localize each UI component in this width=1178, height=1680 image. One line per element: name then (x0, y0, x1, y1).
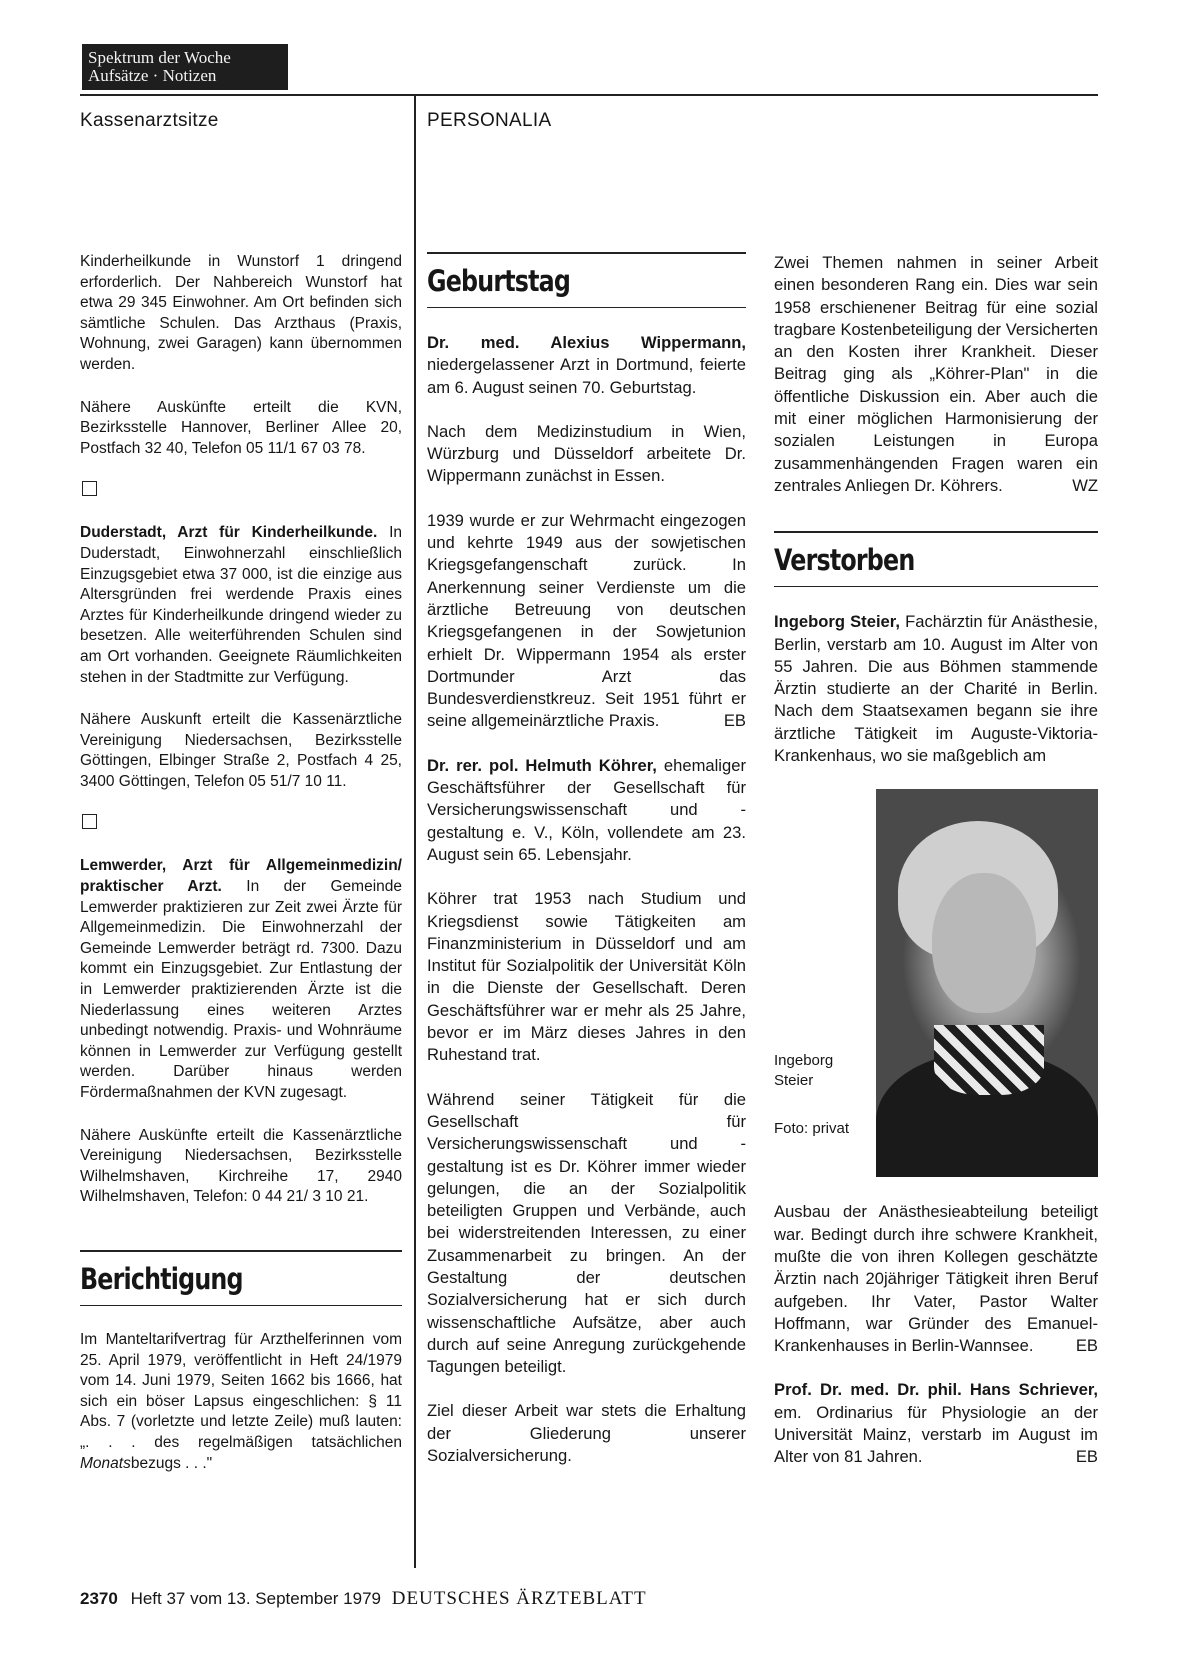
paragraph: Nähere Auskunft erteilt die Kassenärztliche Vereinigung Niedersachsen, Bezirksstelle Göttingen, Elbinger Straße 2, Postfach 4 25, 3400 Göttingen, Telefon 05 51/7 10 11. (80, 711, 402, 790)
paragraph (774, 611, 1098, 767)
column-divider (414, 94, 416, 1568)
heading-berichtigung: Berichtigung (80, 1261, 243, 1296)
badge-line-1: Spektrum der Woche (88, 48, 231, 67)
text-part: bezugs . . ." (130, 1454, 213, 1472)
ad-lead: Lemwerder, Arzt für Allgemeinmedizin/ praktischer Arzt. (80, 857, 402, 896)
heading-geburtstag: Geburtstag (427, 264, 571, 298)
text-part: ehemaliger Geschäftsführer der Gesellschaft für Versicherungswissenschaft und -gestaltung e. V., Köln, vollendete am 23. August sein 65. Lebensjahr. (427, 755, 746, 864)
publication-name: DEUTSCHES ÄRZTEBLATT (391, 1588, 647, 1609)
ad-text: In Duderstadt, Einwohnerzahl einschließlich Einzugsgebiet etwa 37 000, ist die einzige aus Altersgründen frei werdende Praxis eines Arztes für Kinderheilkunde dringend wieder zu besetzen. Alle weiterführenden Schulen sind am Ort vorhanden. Geeignete Räumlichkeiten stehen in der Stadtmitte zur Verfügung. (80, 524, 402, 686)
paragraph (774, 1201, 1098, 1357)
author-signature: EB (1075, 1447, 1098, 1467)
text-part: 1939 wurde er zur Wehrmacht eingezogen und kehrte 1949 aus der sowjetischen Kriegsgefangenschaft zurück. In Anerkennung seiner Verdienste um die ärztliche Betreuung von deutschen Kriegsgefangenen in der Sowjetunion erhielt Dr. Wippermann 1954 als erster Dortmunder Arzt das Bundesverdienstkreuz. Seit 1951 führt er seine allgemeinärztliche Praxis. (427, 510, 746, 731)
text-part: Ausbau der Anästhesieabteilung beteiligt war. Bedingt durch ihre schwere Krankheit, mußte die von ihren Kollegen geschätzte Ärztin nach 20jähriger Tätigkeit ihren Beruf aufgeben. Ihr Vater, Pastor Walter Hoffmann, war Gründer des Emanuel-Krankenhauses in Berlin-Wannsee. (774, 1202, 1098, 1356)
paragraph (774, 1379, 1098, 1468)
badge-line-2: Aufsätze · Notizen (88, 66, 217, 85)
paragraph (427, 332, 746, 399)
heading-underline (774, 586, 1098, 587)
column-kassenarztsitze (80, 252, 402, 1496)
text-part: Fachärztin für Anästhesie, Berlin, verstarb am 10. August im Alter von 55 Jahren. Die aus Böhmen stammende Ärztin studierte an der Charité in Berlin. Nach dem Staatsexamen begann sie ihre ärztliche Tätigkeit im Auguste-Viktoria-Krankenhaus, wo sie maßgeblich am (774, 612, 1098, 766)
paragraph: Kinderheilkunde in Wunstorf 1 dringend erforderlich. Der Nahbereich Wunstorf hat etwa 29 345 Einwohner. Am Ort befinden sich sämtliche Schulen. Das Arzthaus (Praxis, Wohnung, zwei Garagen) kann übernommen werden. (80, 253, 402, 373)
top-rule (80, 94, 1098, 96)
paragraph: Nach dem Medizinstudium in Wien, Würzburg und Düsseldorf arbeitete Dr. Wippermann zunächst in Essen. (427, 421, 746, 486)
paragraph (427, 510, 746, 733)
photo-credit: Foto: privat (774, 1120, 850, 1138)
page-footer (80, 1588, 647, 1610)
paragraph: Köhrer trat 1953 nach Studium und Kriegsdienst sowie Tätigkeiten am Finanzministerium in Düsseldorf und am Institut für Sozialpolitik der Universität Köln in die Dienste der Gesellschaft. Deren Geschäftsführer war er mehr als 25 Jahre, bevor er im März dieses Jahres in den Ruhestand trat. (427, 889, 746, 1065)
heading-rule (80, 1250, 402, 1252)
ad-lemwerder (80, 856, 402, 1103)
text-part: niedergelassener Arzt in Dortmund, feierte am 6. August seinen 70. Geburtstag. (427, 355, 746, 397)
berichtigung-section (80, 1250, 402, 1474)
paragraph: Nähere Auskünfte erteilt die Kassenärztliche Vereinigung Niedersachsen, Bezirksstelle Wilhelmshaven, Kirchreihe 17, 2940 Wilhelmshaven, Telefon: 0 44 21/ 3 10 21. (80, 1126, 402, 1206)
heading-rule (427, 252, 746, 254)
column-verstorben (774, 252, 1098, 1491)
rubric-kassenarztsitze: Kassenarztsitze (80, 110, 219, 131)
author-signature: EB (723, 711, 746, 731)
checkbox-square-icon (82, 481, 97, 496)
ad-lead: Duderstadt, Arzt für Kinderheilkunde. (80, 524, 378, 542)
person-name: Ingeborg Steier, (774, 612, 900, 632)
portrait-photo (876, 789, 1098, 1177)
photo-block (774, 789, 1098, 1189)
paragraph: Nähere Auskünfte erteilt die KVN, Bezirksstelle Hannover, Berliner Allee 20, Postfach 32 40, Telefon 05 11/1 67 03 78. (80, 398, 402, 457)
paragraph: Ziel dieser Arbeit war stets die Erhaltung der Gliederung unserer Sozialversicherung. (427, 1401, 746, 1466)
person-name: Dr. med. Alexius Wippermann, (427, 333, 746, 352)
paragraph: Während seiner Tätigkeit für die Gesellschaft für Versicherungswissenschaft und -gestaltung ist es Dr. Köhrer immer wieder gelungen, die an der Sozialpolitik beteiligten Gruppen und Verbände, auch bei widerstreitenden Interessen, zu einer Zusammenarbeit zu bringen. An der Gestaltung der deutschen Sozialversicherung hat er sich durch wissenschaftliche Aufsätze, aber auch durch auf seine Anregung zurückgehende Tagungen beteiligt. (427, 1089, 746, 1377)
text-italic: Monats (80, 1454, 131, 1472)
page-number: 2370 (80, 1589, 118, 1608)
column-geburtstag (427, 252, 746, 1489)
berichtigung-text (80, 1330, 402, 1474)
paragraph (427, 755, 746, 866)
author-signature: WZ (1072, 475, 1098, 495)
section-badge (82, 44, 288, 90)
photo-caption: Ingeborg Steier (774, 1052, 834, 1090)
rubric-personalia: PERSONALIA (427, 110, 552, 131)
text-part: em. Ordinarius für Physiologie an der Universität Mainz, verstarb im August im Alter von 81 Jahren. (774, 1402, 1098, 1467)
heading-verstorben: Verstorben (774, 543, 915, 578)
heading-underline (427, 307, 746, 308)
author-signature: EB (1075, 1336, 1098, 1356)
heading-rule (774, 531, 1098, 533)
person-name: Dr. rer. pol. Helmuth Köhrer, (427, 755, 657, 775)
text-part: Im Manteltarifvertrag für Arzthelferinnen vom 25. April 1979, veröffentlicht in Heft 24/1979 vom 14. Juni 1979, Seiten 1662 bis 1666, hat sich ein böser Lapsus eingeschlichen: § 11 Abs. 7 (vorletzte und letzte Zeile) muß lauten: „. . . des regelmäßigen tatsächlichen (80, 1330, 402, 1451)
heading-underline (80, 1305, 402, 1306)
issue-info: Heft 37 vom 13. September 1979 (130, 1589, 381, 1608)
paragraph (774, 252, 1098, 497)
checkbox-square-icon (82, 814, 97, 829)
person-name: Prof. Dr. med. Dr. phil. Hans Schriever, (774, 1380, 1098, 1400)
text-part: Zwei Themen nahmen in seiner Arbeit einen besonderen Rang ein. Dies war sein 1958 erschienener Beitrag für eine sozial tragbare Kostenbeteiligung der Versicherten an den Kosten ihrer Krankheit. Dieser Beitrag ging als „Köhrer-Plan" in die öffentliche Diskussion ein. Aber auch die mit einer möglichen Harmonisierung der sozialen Leistungen in Europa zusammenhängenden Fragen waren ein zentrales Anliegen Dr. Köhrers. (774, 253, 1098, 495)
ad-duderstadt (80, 523, 402, 688)
ad-text: In der Gemeinde Lemwerder praktizieren zur Zeit zwei Ärzte für Allgemeinmedizin. Die Einwohnerzahl der Gemeinde Lemwerder beträgt rd. 7300. Dazu kommt ein Einzugsgebiet. Zur Entlastung der in Lemwerder praktizierenden Ärzte ist die Niederlassung eines weiteren Arztes unbedingt notwendig. Praxis- und Wohnräume können in Lemwerder zur Verfügung gestellt werden. Darüber hinaus werden Fördermaßnahmen der KVN zugesagt. (80, 878, 402, 1101)
